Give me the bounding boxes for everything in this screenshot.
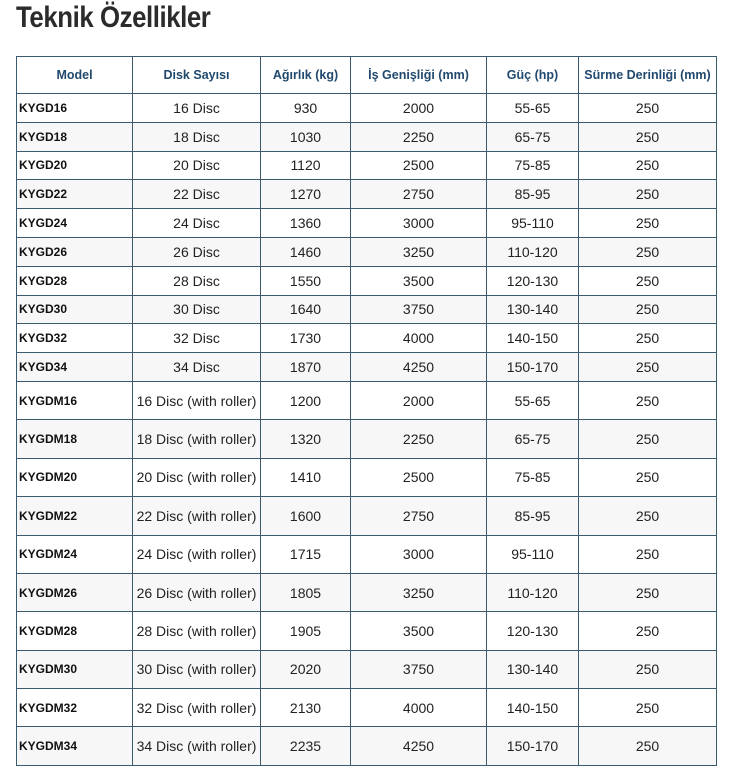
cell-working-width: 3500 bbox=[351, 266, 487, 295]
cell-power: 150-170 bbox=[487, 353, 579, 382]
cell-working-width: 2000 bbox=[351, 381, 487, 419]
cell-disk-count: 28 Disc (with roller) bbox=[133, 612, 261, 650]
cell-weight: 1715 bbox=[261, 535, 351, 573]
table-row bbox=[17, 650, 717, 688]
cell-power: 55-65 bbox=[487, 381, 579, 419]
cell-weight: 1550 bbox=[261, 266, 351, 295]
cell-working-width: 3750 bbox=[351, 295, 487, 324]
table-row bbox=[17, 458, 717, 496]
cell-depth: 250 bbox=[579, 237, 717, 266]
cell-weight: 1200 bbox=[261, 381, 351, 419]
cell-working-width: 2250 bbox=[351, 420, 487, 458]
cell-disk-count: 30 Disc (with roller) bbox=[133, 650, 261, 688]
cell-working-width: 3750 bbox=[351, 650, 487, 688]
cell-disk-count: 30 Disc bbox=[133, 295, 261, 324]
cell-working-width: 4250 bbox=[351, 353, 487, 382]
cell-depth: 250 bbox=[579, 209, 717, 238]
cell-model: KYGDM32 bbox=[17, 689, 133, 727]
cell-model: KYGDM18 bbox=[17, 420, 133, 458]
table-header bbox=[17, 57, 717, 94]
cell-model: KYGD18 bbox=[17, 122, 133, 151]
header-model: Model bbox=[17, 57, 133, 94]
cell-disk-count: 24 Disc (with roller) bbox=[133, 535, 261, 573]
cell-depth: 250 bbox=[579, 612, 717, 650]
cell-working-width: 2500 bbox=[351, 151, 487, 180]
table-row bbox=[17, 497, 717, 535]
cell-depth: 250 bbox=[579, 94, 717, 123]
cell-power: 140-150 bbox=[487, 324, 579, 353]
table-row bbox=[17, 237, 717, 266]
cell-working-width: 3250 bbox=[351, 237, 487, 266]
cell-power: 110-120 bbox=[487, 573, 579, 611]
cell-power: 95-110 bbox=[487, 535, 579, 573]
cell-working-width: 2250 bbox=[351, 122, 487, 151]
table-row bbox=[17, 151, 717, 180]
cell-model: KYGD24 bbox=[17, 209, 133, 238]
table-row bbox=[17, 122, 717, 151]
cell-model: KYGD28 bbox=[17, 266, 133, 295]
cell-working-width: 3500 bbox=[351, 612, 487, 650]
cell-disk-count: 24 Disc bbox=[133, 209, 261, 238]
cell-working-width: 4250 bbox=[351, 727, 487, 765]
cell-depth: 250 bbox=[579, 689, 717, 727]
cell-working-width: 2000 bbox=[351, 94, 487, 123]
cell-weight: 1410 bbox=[261, 458, 351, 496]
cell-model: KYGDM34 bbox=[17, 727, 133, 765]
cell-weight: 1870 bbox=[261, 353, 351, 382]
cell-depth: 250 bbox=[579, 353, 717, 382]
cell-power: 120-130 bbox=[487, 612, 579, 650]
cell-working-width: 3250 bbox=[351, 573, 487, 611]
cell-working-width: 3000 bbox=[351, 209, 487, 238]
cell-disk-count: 16 Disc (with roller) bbox=[133, 381, 261, 419]
cell-weight: 1270 bbox=[261, 180, 351, 209]
cell-working-width: 2750 bbox=[351, 180, 487, 209]
table-row bbox=[17, 420, 717, 458]
cell-weight: 1600 bbox=[261, 497, 351, 535]
cell-power: 130-140 bbox=[487, 650, 579, 688]
table-row bbox=[17, 573, 717, 611]
cell-model: KYGD22 bbox=[17, 180, 133, 209]
cell-disk-count: 26 Disc (with roller) bbox=[133, 573, 261, 611]
cell-weight: 2235 bbox=[261, 727, 351, 765]
header-power: Güç (hp) bbox=[487, 57, 579, 94]
cell-disk-count: 26 Disc bbox=[133, 237, 261, 266]
cell-depth: 250 bbox=[579, 381, 717, 419]
cell-weight: 1730 bbox=[261, 324, 351, 353]
cell-working-width: 2750 bbox=[351, 497, 487, 535]
page-title: Teknik Özellikler bbox=[16, 1, 211, 34]
table-row bbox=[17, 295, 717, 324]
cell-power: 75-85 bbox=[487, 151, 579, 180]
cell-disk-count: 28 Disc bbox=[133, 266, 261, 295]
cell-model: KYGDM24 bbox=[17, 535, 133, 573]
cell-disk-count: 16 Disc bbox=[133, 94, 261, 123]
table-row bbox=[17, 266, 717, 295]
cell-power: 65-75 bbox=[487, 420, 579, 458]
cell-model: KYGDM28 bbox=[17, 612, 133, 650]
cell-model: KYGD20 bbox=[17, 151, 133, 180]
table-row bbox=[17, 180, 717, 209]
table-row bbox=[17, 324, 717, 353]
cell-power: 110-120 bbox=[487, 237, 579, 266]
cell-model: KYGD16 bbox=[17, 94, 133, 123]
cell-model: KYGDM26 bbox=[17, 573, 133, 611]
table-row bbox=[17, 689, 717, 727]
header-row bbox=[17, 57, 717, 94]
cell-depth: 250 bbox=[579, 266, 717, 295]
cell-weight: 1320 bbox=[261, 420, 351, 458]
cell-depth: 250 bbox=[579, 122, 717, 151]
cell-working-width: 2500 bbox=[351, 458, 487, 496]
cell-depth: 250 bbox=[579, 727, 717, 765]
cell-disk-count: 22 Disc (with roller) bbox=[133, 497, 261, 535]
table-row bbox=[17, 381, 717, 419]
cell-model: KYGDM22 bbox=[17, 497, 133, 535]
cell-model: KYGDM30 bbox=[17, 650, 133, 688]
cell-power: 85-95 bbox=[487, 180, 579, 209]
table-row bbox=[17, 727, 717, 765]
header-depth: Sürme Derinliği (mm) bbox=[579, 57, 717, 94]
cell-weight: 1120 bbox=[261, 151, 351, 180]
cell-depth: 250 bbox=[579, 573, 717, 611]
cell-disk-count: 20 Disc (with roller) bbox=[133, 458, 261, 496]
cell-disk-count: 20 Disc bbox=[133, 151, 261, 180]
cell-working-width: 4000 bbox=[351, 689, 487, 727]
cell-weight: 1360 bbox=[261, 209, 351, 238]
cell-weight: 2130 bbox=[261, 689, 351, 727]
cell-weight: 1460 bbox=[261, 237, 351, 266]
cell-weight: 930 bbox=[261, 94, 351, 123]
table-row bbox=[17, 353, 717, 382]
cell-weight: 1805 bbox=[261, 573, 351, 611]
cell-disk-count: 32 Disc bbox=[133, 324, 261, 353]
spec-table bbox=[16, 56, 717, 766]
cell-disk-count: 34 Disc bbox=[133, 353, 261, 382]
cell-power: 85-95 bbox=[487, 497, 579, 535]
cell-depth: 250 bbox=[579, 535, 717, 573]
cell-depth: 250 bbox=[579, 458, 717, 496]
cell-disk-count: 18 Disc bbox=[133, 122, 261, 151]
cell-disk-count: 18 Disc (with roller) bbox=[133, 420, 261, 458]
cell-model: KYGD34 bbox=[17, 353, 133, 382]
table-row bbox=[17, 94, 717, 123]
table-body bbox=[17, 94, 717, 766]
cell-weight: 1640 bbox=[261, 295, 351, 324]
cell-power: 95-110 bbox=[487, 209, 579, 238]
cell-depth: 250 bbox=[579, 650, 717, 688]
cell-power: 140-150 bbox=[487, 689, 579, 727]
cell-depth: 250 bbox=[579, 151, 717, 180]
cell-weight: 1905 bbox=[261, 612, 351, 650]
cell-depth: 250 bbox=[579, 420, 717, 458]
header-disk-count: Disk Sayısı bbox=[133, 57, 261, 94]
table-row bbox=[17, 535, 717, 573]
cell-depth: 250 bbox=[579, 497, 717, 535]
cell-power: 150-170 bbox=[487, 727, 579, 765]
cell-power: 75-85 bbox=[487, 458, 579, 496]
header-working-width: İş Genişliği (mm) bbox=[351, 57, 487, 94]
cell-model: KYGDM16 bbox=[17, 381, 133, 419]
cell-model: KYGD32 bbox=[17, 324, 133, 353]
cell-power: 55-65 bbox=[487, 94, 579, 123]
table-row bbox=[17, 612, 717, 650]
cell-model: KYGD26 bbox=[17, 237, 133, 266]
header-weight: Ağırlık (kg) bbox=[261, 57, 351, 94]
cell-disk-count: 34 Disc (with roller) bbox=[133, 727, 261, 765]
cell-depth: 250 bbox=[579, 324, 717, 353]
cell-power: 120-130 bbox=[487, 266, 579, 295]
cell-depth: 250 bbox=[579, 295, 717, 324]
cell-working-width: 4000 bbox=[351, 324, 487, 353]
cell-disk-count: 22 Disc bbox=[133, 180, 261, 209]
cell-depth: 250 bbox=[579, 180, 717, 209]
cell-disk-count: 32 Disc (with roller) bbox=[133, 689, 261, 727]
cell-working-width: 3000 bbox=[351, 535, 487, 573]
cell-model: KYGDM20 bbox=[17, 458, 133, 496]
cell-model: KYGD30 bbox=[17, 295, 133, 324]
cell-power: 65-75 bbox=[487, 122, 579, 151]
cell-power: 130-140 bbox=[487, 295, 579, 324]
cell-weight: 2020 bbox=[261, 650, 351, 688]
table-row bbox=[17, 209, 717, 238]
cell-weight: 1030 bbox=[261, 122, 351, 151]
